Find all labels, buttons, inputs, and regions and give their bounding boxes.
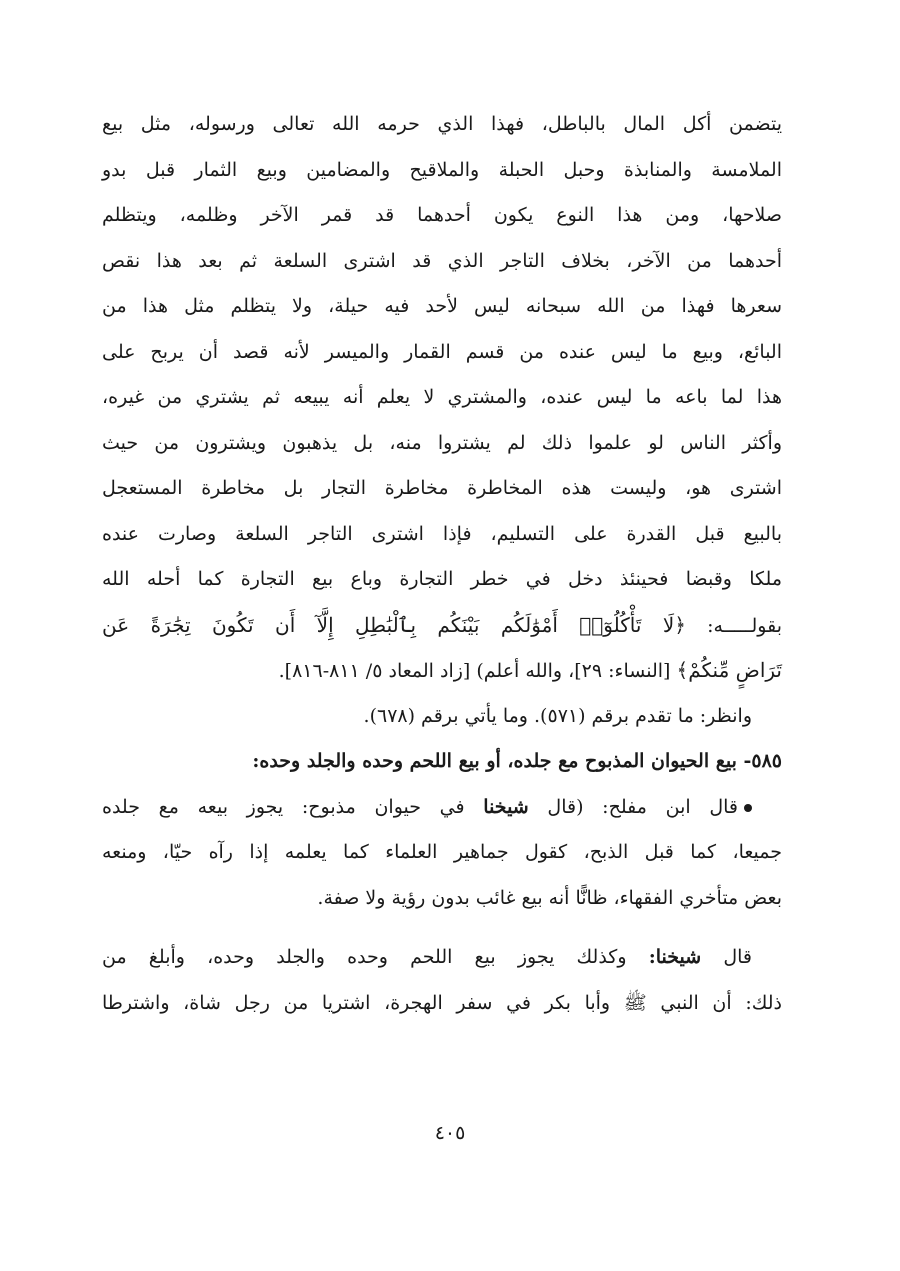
paragraph-gap (102, 921, 782, 935)
para-rest: وكذلك يجوز بيع اللحم وحده والجلد وحده، وأبلغ من (102, 946, 627, 968)
page-body (102, 102, 782, 1026)
section-heading: ٥٨٥- بيع الحيوان المذبوح مع جلده، أو بيع اللحم وحده والجلد وحده: (252, 750, 782, 772)
text-line: بالبيع قبل القدرة على التسليم، فإذا اشترى التاجر السلعة وصارت عنده (102, 522, 782, 545)
text-line: اشترى هو، وليست هذه المخاطرة مخاطرة التجار بل مخاطرة المستعجل (102, 477, 782, 499)
text-line (102, 785, 782, 831)
paragraph-3 (102, 935, 782, 1026)
quran-verse: ﴿لَا تَأْكُلُوٓا۟ أَمْوَٰلَكُم بَيْنَكُم بِٱلْبَٰطِلِ إِلَّآ أَن تَكُونَ تِجَٰرَةً عَن (102, 612, 686, 637)
quran-quote-line (102, 603, 782, 649)
text-line: سعرها فهذا من الله سبحانه ليس لأحد فيه حيلة، ولا يتظلم مثل هذا من (102, 295, 782, 317)
text-line: جميعا، كما قبل الذبح، كقول جماهير العلماء كما يعلمه إذا رآه حيّا، ومنعه (102, 841, 782, 863)
sheikh-label: شيخنا (483, 795, 529, 818)
para-rest: في حيوان مذبوح: يجوز بيعه مع جلده (102, 795, 465, 818)
text-line: الملامسة والمنابذة وحبل الحبلة والملاقيح والمضامين وبيع الثمار قبل بدو (102, 158, 782, 181)
text-line: أحدهما من الآخر، بخلاف التاجر الذي قد اشترى السلعة ثم بعد هذا نقص (102, 249, 782, 272)
para-lead: قال ابن مفلح: (قال (547, 795, 738, 818)
quran-verse-end: تَرَاضٍ مِّنكُمْ﴾ (676, 658, 782, 682)
text-line: ذلك: أن النبي ﷺ وأبا بكر في سفر الهجرة، اشتريا من رجل شاة، واشترطا (102, 991, 782, 1014)
text-line: ملكا وقبضا فحينئذ دخل في خطر التجارة وباع بيع التجارة كما أحله الله (102, 568, 782, 590)
text-line: هذا لما باعه ما ليس عنده، والمشتري لا يعلم أنه يبيعه ثم يشتري من غيره، (102, 386, 782, 408)
citation: [النساء: ٢٩]، والله أعلم) [زاد المعاد ٥/ ٨١١-٨١٦]. (278, 660, 671, 682)
paragraph-2 (102, 785, 782, 922)
text-line (102, 935, 782, 981)
bullet-icon (744, 804, 752, 812)
sheikh-label: شيخنا: (648, 946, 702, 968)
text-line: يتضمن أكل المال بالباطل، فهذا الذي حرمه الله تعالى ورسوله، مثل بيع (102, 113, 782, 135)
text-line: وأكثر الناس لو علموا ذلك لم يشتروا منه، بل يذهبون ويشترون من حيث (102, 431, 782, 454)
paragraph-1 (102, 102, 782, 694)
quote-intro: بقولـــــه: (707, 614, 782, 637)
text-line: بعض متأخري الفقهاء، ظانًّا أنه بيع غائب بدون رؤية ولا صفة. (317, 886, 782, 909)
text-line: صلاحها، ومن هذا النوع يكون أحدهما قد قمر الآخر وظلمه، ويتظلم (102, 204, 782, 226)
citation-line (102, 648, 782, 694)
see-also-note: وانظر: ما تقدم برقم (٥٧١). وما يأتي برقم (٦٧٨). (363, 704, 752, 727)
text-line: البائع، وبيع ما ليس عنده من قسم القمار والميسر لأنه قصد أن يربح على (102, 340, 782, 363)
page-number: ٤٠٥ (434, 1122, 466, 1144)
para-lead: قال (723, 946, 752, 968)
